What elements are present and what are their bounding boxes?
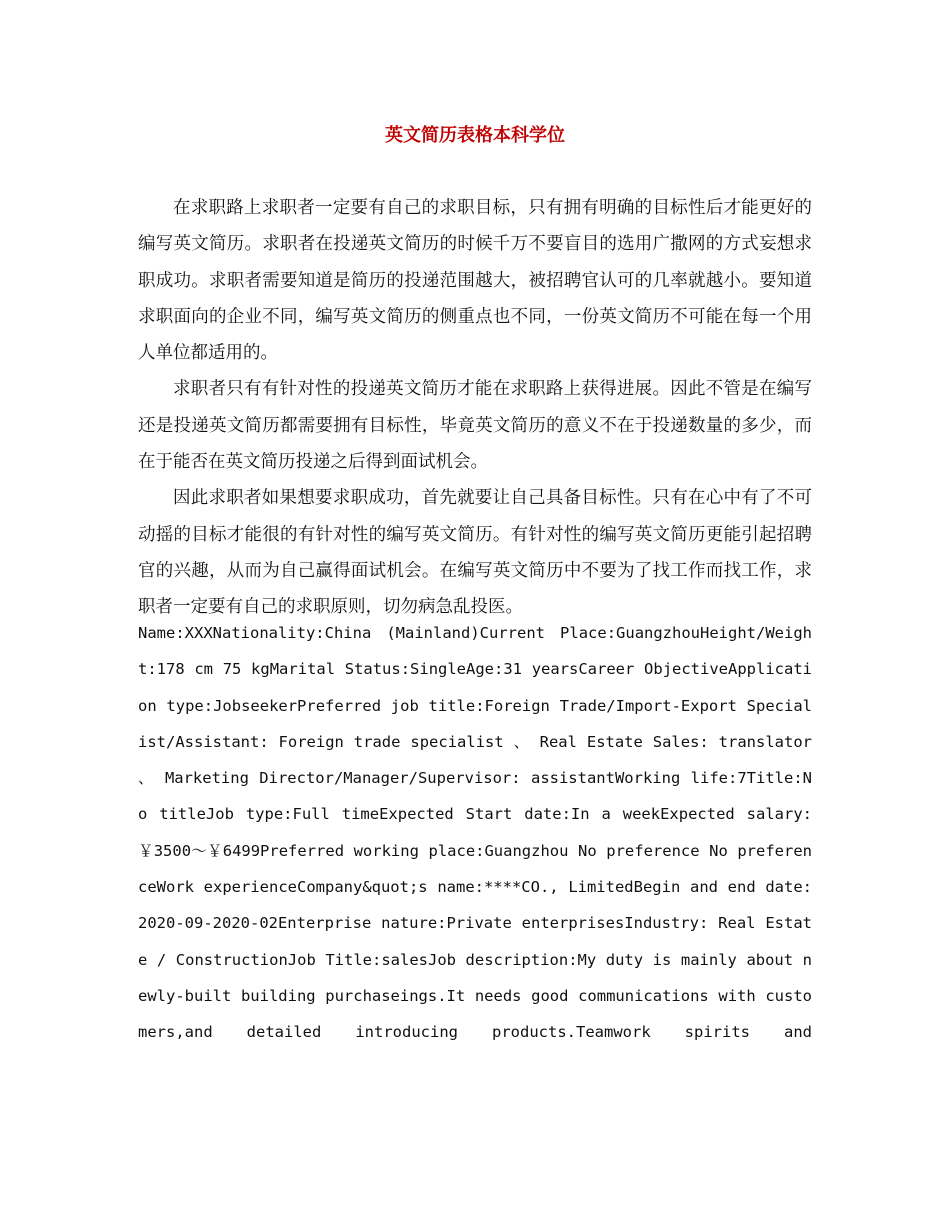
document-body: [138, 190, 812, 626]
paragraph-1: 在求职路上求职者一定要有自己的求职目标，只有拥有明确的目标性后才能更好的编写英文简历。求职者在投递英文简历的时候千万不要盲目的选用广撒网的方式妄想求职成功。求职者需要知道是简历的投递范围越大，被招聘官认可的几率就越小。要知道求职面向的企业不同，编写英文简历的侧重点也不同，一份英文简历不可能在每一个用人单位都适用的。: [138, 198, 812, 364]
resume-details-text: Name:XXXNationality:China (Mainland)Current Place:GuangzhouHeight/Weight:178 cm 75 kgMarital Status:SingleAge:31 yearsCareer ObjectiveApplication type:JobseekerPreferred job title:Foreign Trade/Import-Export Specialist/Assistant: Foreign trade specialist 、 Real Estate Sales: translator 、 Marketing Director/Manager/Supervisor: assistantWorking life:7Title:No titleJob type:Full timeExpected Start date:In a weekExpected salary:￥3500～￥6499Preferred working place:Guangzhou No preference No preferenceWork experienceCompany&quot;s name:****CO., LimitedBegin and end date: 2020-09-2020-02Enterprise nature:Private enterprisesIndustry: Real Estate / ConstructionJob Title:salesJob description:My duty is mainly about newly-built building purchaseings.It needs good communications with customers,and detailed introducing products.Teamwork spirits and: [138, 624, 812, 1042]
paragraph-2: 求职者只有有针对性的投递英文简历才能在求职路上获得进展。因此不管是在编写还是投递英文简历都需要拥有目标性，毕竟英文简历的意义不在于投递数量的多少，而在于能否在英文简历投递之后得到面试机会。: [138, 379, 812, 473]
paragraph-3: 因此求职者如果想要求职成功，首先就要让自己具备目标性。只有在心中有了不可动摇的目标才能很的有针对性的编写英文简历。有针对性的编写英文简历更能引起招聘官的兴趣，从而为自己赢得面试机会。在编写英文简历中不要为了找工作而找工作，求职者一定要有自己的求职原则，切勿病急乱投医。: [138, 488, 812, 618]
document-title: 英文简历表格本科学位: [385, 125, 565, 146]
